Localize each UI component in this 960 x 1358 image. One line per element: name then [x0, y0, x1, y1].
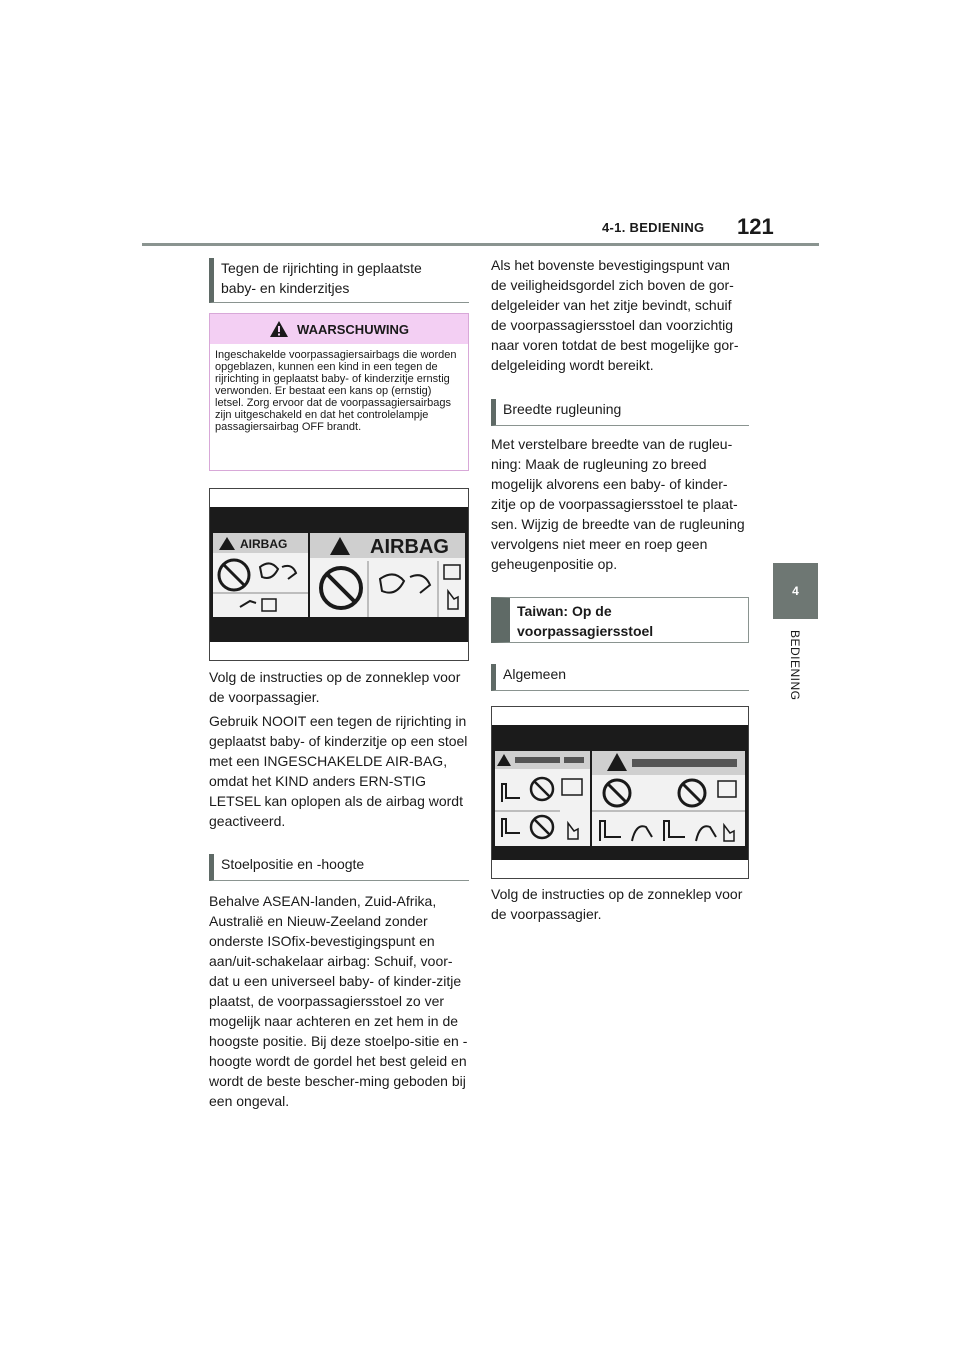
heading-backrest-width: [491, 399, 749, 426]
warning-header: [210, 314, 468, 344]
heading-backrest-width-text: Breedte rugleuning: [503, 401, 622, 417]
taiwan-label-image: [491, 706, 749, 879]
paragraph-follow-instructions: Volg de instructies op de zonneklep voor de voorpassagier.: [209, 669, 461, 705]
warning-title: WAARSCHUWING: [297, 321, 409, 337]
paragraph-upper-anchor: Als het bovenste bevestigingspunt van de veiligheidsgordel zich boven de gor-delgeleider van het zitje bevindt, schuif de voorpassagiersstoel dan voorzichtig naar voren totdat de best mogelijke gor-delgeleiding wordt bereikt.: [491, 257, 739, 373]
heading-rear-facing: [209, 258, 469, 303]
paragraph-follow-instructions-taiwan: Volg de instructies op de zonneklep voor de voorpassagier.: [491, 886, 743, 922]
paragraph-backrest-width: Met verstelbare breedte van de rugleu-ning: Maak de rugleuning zo breed mogelijk alvorens een baby- of kinder-zitje op de voorpassagiersstoel te plaat-sen. Wijzig de breedte van de rugleuning vervolgens niet meer en roep geen geheugenpositie op.: [491, 436, 745, 572]
header-rule: [142, 243, 819, 246]
chapter-tab: 4: [773, 563, 818, 619]
airbag-word-right: AIRBAG: [370, 536, 449, 558]
warning-text: Ingeschakelde voorpassagiersairbags die worden opgeblazen, kunnen een kind in een tegen de rijrichting in geplaatst baby- of kinderzitje ernstig verwonden. Er bestaat een kans op (ernstig) letsel. Zorg ervoor dat de voorpassagiersairbags zijn uitgeschakeld en dat het controlelampje passagiersairbag OFF brandt.: [215, 349, 457, 433]
heading-general: [491, 664, 749, 691]
taiwan-label-illustration: [492, 707, 748, 878]
paragraph-seat-position: Behalve ASEAN-landen, Zuid-Afrika, Australië en Nieuw-Zeeland zonder onderste ISOfix-bevestigingspunt en aan/uit-schakelaar airbag: Schuif, voor-dat u een universeel baby- of kinder-zitje plaatst, de voorpassagiersstoel zo ver mogelijk naar achteren en zet hem in de hoogste positie. Bij deze stoelpo-sitie en -hoogte wordt de gordel het best geleid en wordt de beste bescher-ming geboden bij een ongeval.: [209, 893, 468, 1109]
airbag-label-image: [209, 488, 469, 661]
airbag-word-left: AIRBAG: [240, 537, 288, 551]
paragraph-never-use: Gebruik NOOIT een tegen de rijrichting in geplaatst baby- of kinderzitje op een stoel met een INGESCHAKELDE AIR-BAG, omdat het KIND anders ERN-STIG LETSEL kan oplopen als de airbag wordt geactiveerd.: [209, 713, 468, 829]
chapter-label-text: BEDIENING: [788, 630, 802, 701]
heading-seat-position-text: Stoelpositie en -hoogte: [221, 856, 365, 872]
heading-general-text: Algemeen: [503, 666, 567, 682]
airbag-label-illustration: [210, 489, 468, 660]
heading-taiwan-text: Taiwan: Op de voorpassagiersstoel: [517, 603, 654, 639]
heading-taiwan: [491, 597, 749, 643]
warning-triangle-icon: [269, 320, 289, 338]
section-title: 4-1. BEDIENING: [602, 220, 705, 235]
page-number: 121: [737, 214, 774, 239]
warning-box: [209, 313, 469, 471]
chapter-label: [770, 630, 820, 710]
heading-seat-position: [209, 854, 469, 881]
heading-rear-facing-text: Tegen de rijrichting in geplaatste baby- en kinderzitjes: [221, 260, 422, 296]
